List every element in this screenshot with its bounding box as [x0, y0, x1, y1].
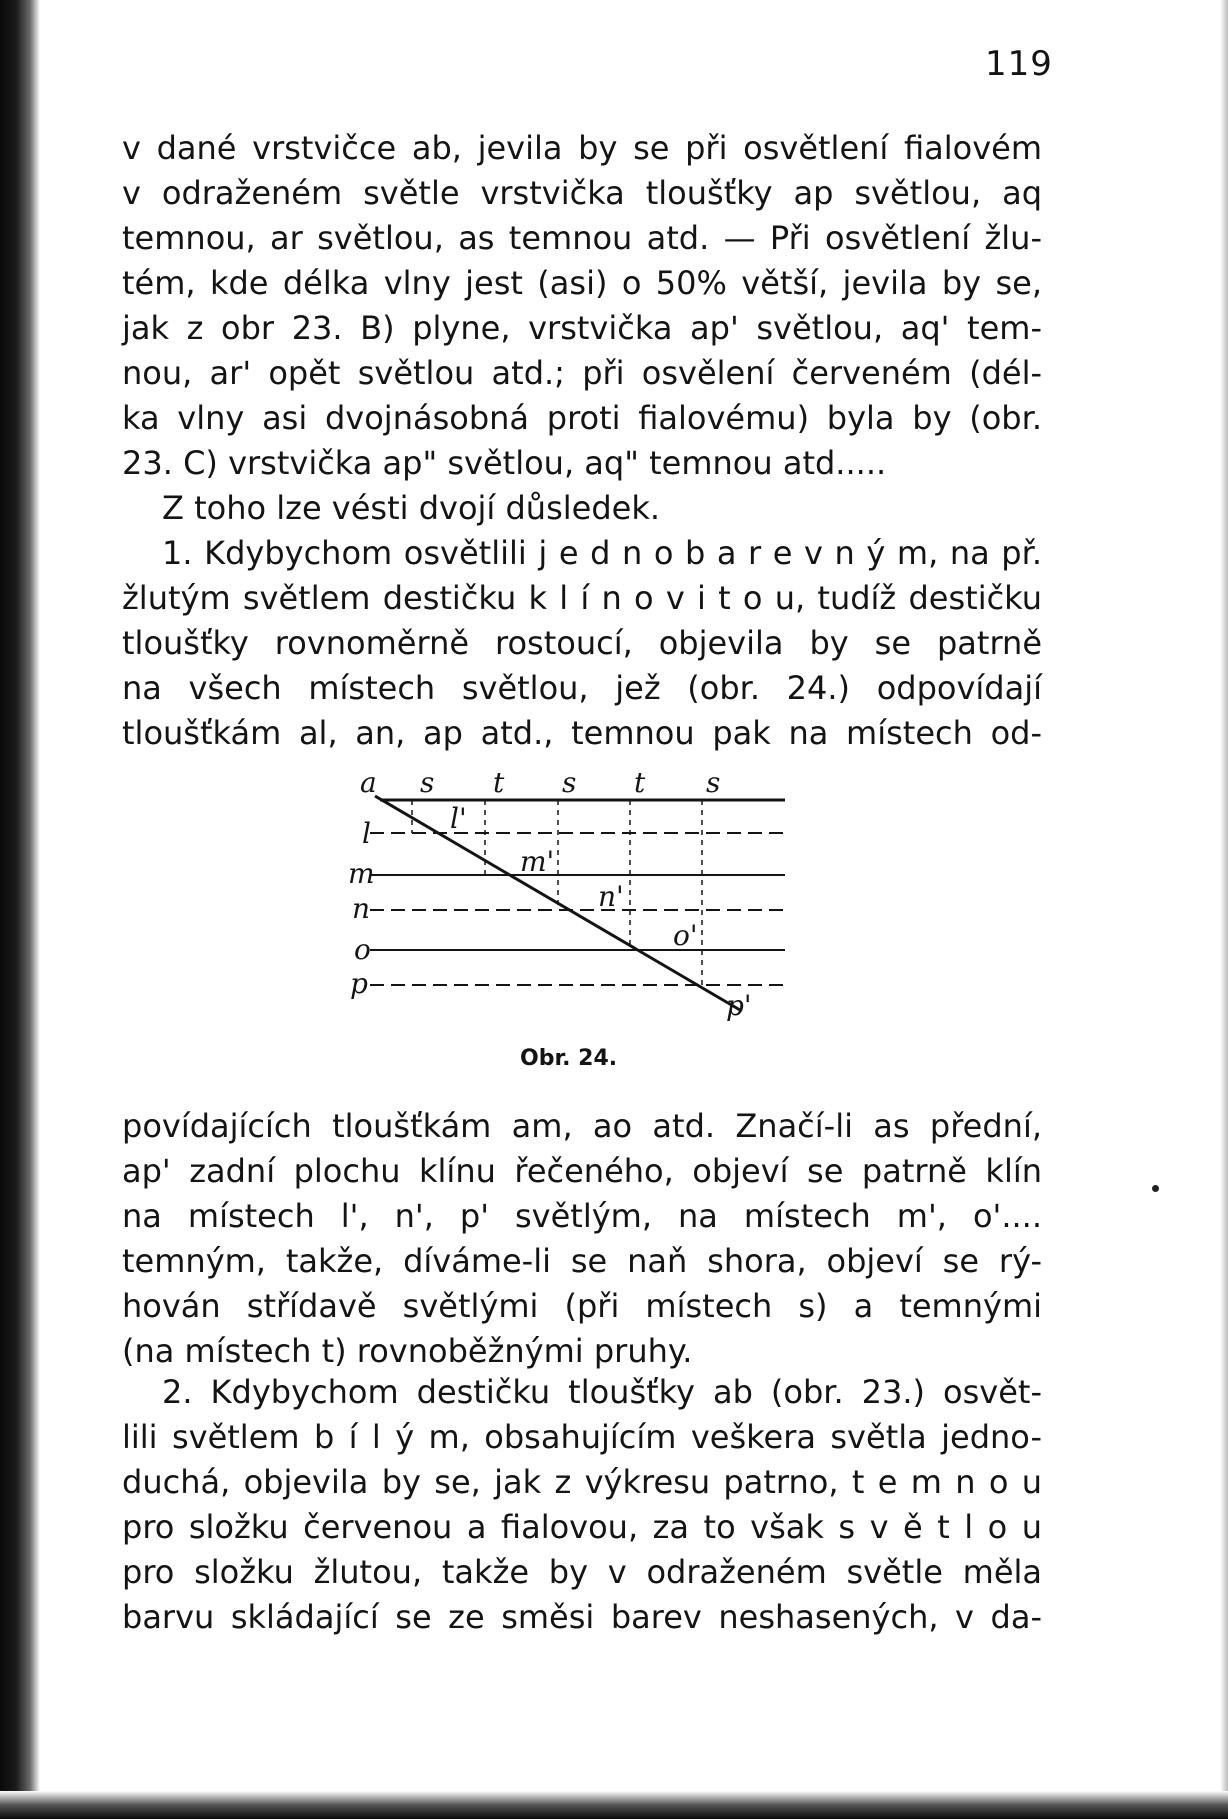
text-line: 23. C) vrstvička ap" světlou, aq" temnou atd..... [122, 444, 887, 482]
label-n-prime: n' [598, 880, 624, 913]
scan-edge-left [0, 0, 40, 1819]
label-l-prime: l' [450, 802, 467, 835]
text-line: lili světlem b í l ý m, obsahujícím veškera světla jedno- [122, 1418, 1042, 1456]
wedge-back-surface [375, 796, 740, 1010]
label-s3: s [706, 770, 721, 799]
label-t1: t [493, 770, 505, 799]
text-line: temným, takže, díváme-li se naň shora, objeví se rý- [122, 1242, 1042, 1280]
paragraph-2 [122, 1104, 1042, 1374]
text-line: jak z obr 23. B) plyne, vrstvička ap' světlou, aq' tem- [122, 309, 1042, 347]
text-line: duchá, objevila by se, jak z výkresu patrno, t e m n o u [122, 1463, 1042, 1501]
label-m-prime: m' [520, 845, 555, 878]
text-line: hován střídavě světlými (při místech s) a temnými [122, 1287, 1042, 1325]
label-l: l [362, 817, 371, 850]
text-line: temnou, ar světlou, as temnou atd. — Při osvětlení žlu- [122, 219, 1042, 257]
text-line: (na místech t) rovnoběžnými pruhy. [122, 1332, 693, 1370]
text-line: na místech l', n', p' světlým, na místech m', o'.... [122, 1197, 1042, 1235]
label-s2: s [562, 770, 577, 799]
label-a: a [360, 770, 377, 799]
label-p-prime: p' [726, 989, 752, 1022]
text-line: 2. Kdybychom destičku tloušťky ab (obr. 23.) osvět- [162, 1373, 1042, 1411]
wedge-diagram [340, 770, 810, 1030]
label-m: m [348, 857, 375, 890]
paragraph-3 [122, 1370, 1042, 1640]
text-line: tém, kde délka vlny jest (asi) o 50% větší, jevila by se, [122, 264, 1042, 302]
wedge-figure [340, 770, 810, 1030]
text-line: v dané vrstvičce ab, jevila by se při osvětlení fialovém [122, 129, 1042, 167]
text-line: ka vlny asi dvojnásobná proti fialovému) byla by (obr. [122, 399, 1042, 437]
scan-edge-bottom [0, 1791, 1228, 1819]
text-line: v odraženém světle vrstvička tloušťky ap světlou, aq [122, 174, 1042, 212]
text-line: ap' zadní plochu klínu řečeného, objeví se patrně klín [122, 1152, 1042, 1190]
text-line: žlutým světlem destičku k l í n o v i t o u, tudíž destičku [122, 579, 1042, 617]
text-line: povídajících tloušťkám am, ao atd. Značí-li as přední, [122, 1107, 1042, 1145]
text-line: tloušťky rovnoměrně rostoucí, objevila by se patrně [122, 624, 1042, 662]
label-t2: t [634, 770, 646, 799]
page-number: 119 [985, 44, 1053, 84]
text-line: tloušťkám al, an, ap atd., temnou pak na místech od- [122, 714, 1042, 752]
text-line: pro složku červenou a fialovou, za to však s v ě t l o u [122, 1508, 1042, 1546]
figure-caption: Obr. 24. [520, 1046, 618, 1071]
scan-edge-right [1220, 0, 1228, 1819]
label-o: o [354, 933, 371, 966]
label-p: p [350, 967, 368, 1000]
label-n: n [352, 892, 371, 925]
paragraph-1 [122, 126, 1042, 756]
text-line: Z toho lze vésti dvojí důsledek. [162, 489, 661, 527]
text-line: 1. Kdybychom osvětlili j e d n o b a r e v n ý m, na př. [162, 534, 1042, 572]
ink-speck [1152, 1185, 1159, 1192]
text-line: barvu skládající se ze směsi barev neshasených, v da- [122, 1598, 1042, 1636]
label-s1: s [420, 770, 435, 799]
text-line: na všech místech světlou, jež (obr. 24.) odpovídají [122, 669, 1042, 707]
label-o-prime: o' [673, 919, 698, 952]
text-line: nou, ar' opět světlou atd.; při osvělení červeném (dél- [122, 354, 1042, 392]
text-line: pro složku žlutou, takže by v odraženém světle měla [122, 1553, 1042, 1591]
